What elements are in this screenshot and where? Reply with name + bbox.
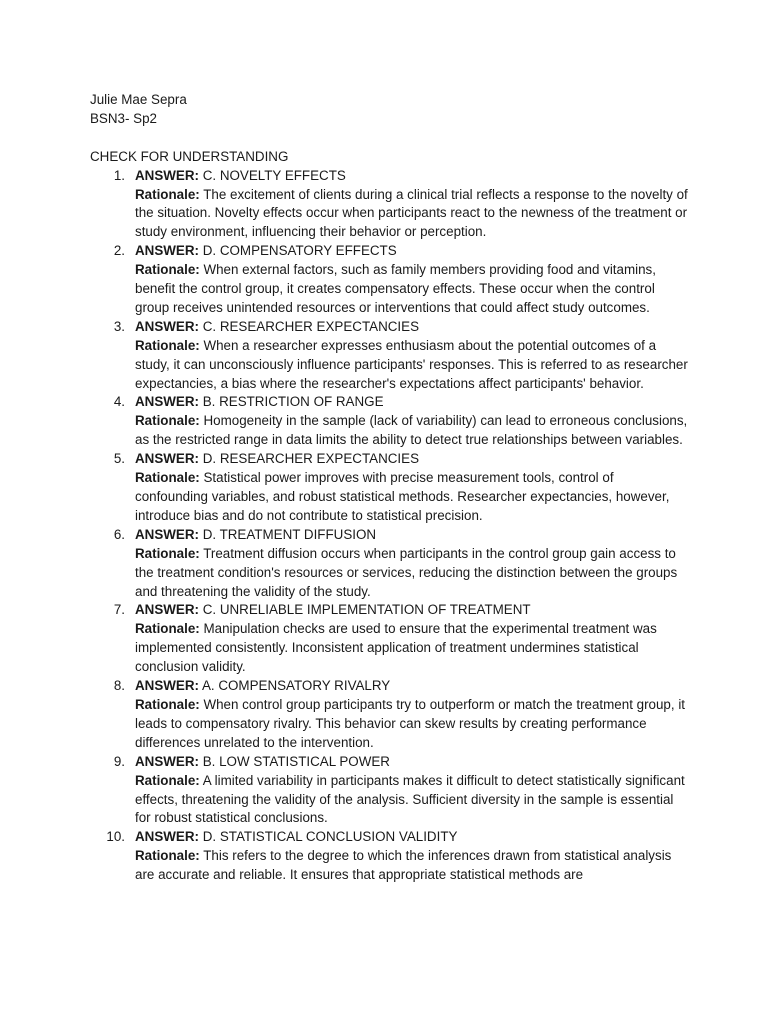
answer-text: C. RESEARCHER EXPECTANCIES bbox=[202, 318, 419, 334]
rationale-label: Rationale: bbox=[135, 186, 200, 202]
answer-item bbox=[90, 677, 690, 753]
answer-item bbox=[90, 450, 690, 526]
rationale-label: Rationale: bbox=[135, 848, 200, 864]
rationale-text: Statistical power improves with precise measurement tools, control of confounding variables, and robust statistical methods. Researcher expectancies, however, introduce bias and do not contribute to statistical precision. bbox=[135, 470, 670, 523]
item-number: 10. bbox=[106, 829, 125, 845]
rationale-paragraph bbox=[135, 186, 690, 243]
answer-item bbox=[90, 753, 690, 829]
answer-list bbox=[90, 167, 690, 885]
rationale-paragraph bbox=[135, 337, 690, 394]
answer-line bbox=[135, 828, 690, 847]
document-page bbox=[90, 91, 690, 885]
answer-item bbox=[90, 828, 690, 885]
answer-label: ANSWER: bbox=[135, 526, 199, 542]
item-number: 7. bbox=[113, 602, 125, 618]
rationale-text: When external factors, such as family members providing food and vitamins, benefit the control group, it creates compensatory effects. These occur when the control group receives unintended resources or interventions that could affect study outcomes. bbox=[135, 262, 656, 315]
rationale-paragraph bbox=[135, 696, 690, 753]
answer-text: D. RESEARCHER EXPECTANCIES bbox=[202, 451, 419, 467]
answer-item bbox=[90, 242, 690, 318]
answer-text: D. STATISTICAL CONCLUSION VALIDITY bbox=[202, 829, 458, 845]
rationale-label: Rationale: bbox=[135, 337, 200, 353]
rationale-text: Treatment diffusion occurs when participants in the control group gain access to the treatment condition's resources or services, reducing the distinction between the groups and threatening the validity of the study. bbox=[135, 545, 678, 599]
answer-line bbox=[135, 167, 690, 186]
answer-line bbox=[135, 393, 690, 412]
item-number: 2. bbox=[113, 243, 125, 259]
answer-label: ANSWER: bbox=[135, 318, 199, 334]
answer-text: C. NOVELTY EFFECTS bbox=[202, 167, 346, 183]
rationale-label: Rationale: bbox=[135, 621, 200, 637]
item-number: 5. bbox=[113, 451, 125, 467]
item-number: 4. bbox=[113, 394, 125, 410]
rationale-label: Rationale: bbox=[135, 262, 200, 278]
rationale-paragraph bbox=[135, 772, 690, 829]
item-number: 3. bbox=[113, 318, 125, 334]
answer-item bbox=[90, 393, 690, 450]
rationale-label: Rationale: bbox=[135, 772, 200, 788]
answer-line bbox=[135, 450, 690, 469]
item-number: 6. bbox=[113, 526, 125, 542]
answer-text: B. RESTRICTION OF RANGE bbox=[202, 394, 384, 410]
answer-label: ANSWER: bbox=[135, 451, 199, 467]
answer-item bbox=[90, 318, 690, 394]
rationale-paragraph bbox=[135, 847, 690, 885]
answer-line bbox=[135, 242, 690, 261]
rationale-text: Manipulation checks are used to ensure that the experimental treatment was implemented consistently. Inconsistent application of treatment undermines statistical conclusion validity. bbox=[135, 621, 657, 675]
answer-line bbox=[135, 526, 690, 545]
answer-line bbox=[135, 677, 690, 696]
item-number: 1. bbox=[113, 167, 125, 183]
rationale-label: Rationale: bbox=[135, 413, 200, 429]
rationale-text: The excitement of clients during a clinical trial reflects a response to the novelty of the situation. Novelty effects occur when participants react to the newness of the treatment or study environment, influencing their behavior or perception. bbox=[135, 186, 688, 240]
author-name: Julie Mae Sepra bbox=[90, 92, 187, 107]
rationale-label: Rationale: bbox=[135, 696, 200, 712]
answer-item bbox=[90, 526, 690, 602]
rationale-text: Homogeneity in the sample (lack of variability) can lead to erroneous conclusions, as the restricted range in data limits the ability to detect true relationships between variables. bbox=[135, 413, 688, 448]
answer-text: D. TREATMENT DIFFUSION bbox=[202, 526, 377, 542]
rationale-paragraph bbox=[135, 469, 690, 526]
blank-line bbox=[90, 129, 690, 148]
answer-label: ANSWER: bbox=[135, 394, 199, 410]
rationale-text: When a researcher expresses enthusiasm about the potential outcomes of a study, it can unconsciously influence participants' responses. This is referred to as researcher expectancies, a bias where the researcher's expectations affect participants' behavior. bbox=[135, 337, 688, 391]
answer-item bbox=[90, 601, 690, 677]
answer-line bbox=[135, 318, 690, 337]
rationale-text: A limited variability in participants makes it difficult to detect statistically significant effects, threatening the validity of the analysis. Sufficient diversity in the sample is essential for robust statistical conclusions. bbox=[135, 772, 685, 826]
answer-label: ANSWER: bbox=[135, 829, 199, 845]
answer-line bbox=[135, 753, 690, 772]
rationale-paragraph bbox=[135, 545, 690, 602]
answer-text: B. LOW STATISTICAL POWER bbox=[202, 753, 390, 769]
rationale-paragraph bbox=[135, 261, 690, 318]
answer-line bbox=[135, 601, 690, 620]
rationale-paragraph bbox=[135, 412, 690, 450]
answer-label: ANSWER: bbox=[135, 243, 199, 259]
answer-item bbox=[90, 167, 690, 243]
class-section: BSN3- Sp2 bbox=[90, 110, 157, 126]
answer-text: D. COMPENSATORY EFFECTS bbox=[202, 243, 397, 259]
answer-label: ANSWER: bbox=[135, 602, 199, 618]
item-number: 9. bbox=[113, 753, 125, 769]
answer-text: C. UNRELIABLE IMPLEMENTATION OF TREATMENT bbox=[202, 602, 531, 618]
rationale-text: This refers to the degree to which the inferences drawn from statistical analysis are accurate and reliable. It ensures that appropriate statistical methods are bbox=[135, 848, 672, 883]
answer-label: ANSWER: bbox=[135, 678, 199, 694]
rationale-label: Rationale: bbox=[135, 470, 200, 486]
answer-label: ANSWER: bbox=[135, 167, 199, 183]
rationale-text: When control group participants try to outperform or match the treatment group, it leads to compensatory rivalry. This behavior can skew results by creating performance differences unrelated to the intervention. bbox=[135, 696, 686, 750]
section-title: CHECK FOR UNDERSTANDING bbox=[90, 148, 289, 164]
answer-label: ANSWER: bbox=[135, 753, 199, 769]
rationale-label: Rationale: bbox=[135, 545, 200, 561]
rationale-paragraph bbox=[135, 620, 690, 677]
answer-text: A. COMPENSATORY RIVALRY bbox=[201, 678, 391, 694]
item-number: 8. bbox=[113, 678, 125, 694]
